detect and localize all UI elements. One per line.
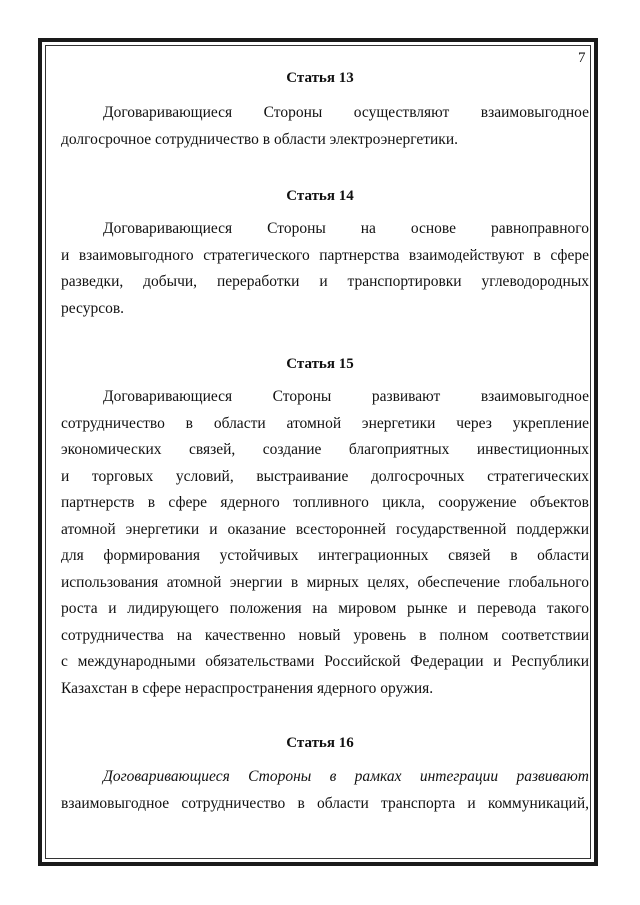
text-line: использования атомной энергии в мирных целях, обеспечение глобального	[61, 573, 589, 591]
text-line: сотрудничества на качественно новый уровень в полном соответствии	[61, 626, 589, 644]
text-line: Договаривающиеся Стороны на основе равноправного	[103, 220, 589, 237]
text-line: Договаривающиеся Стороны в рамках интеграции развивают	[103, 768, 589, 785]
text-line: и торговых условий, выстраивание долгосрочных стратегических	[61, 467, 589, 485]
text-line: долгосрочное сотрудничество в области электроэнергетики.	[61, 130, 458, 148]
article-16-text	[61, 764, 589, 817]
text-line: Договаривающиеся Стороны развивают взаимовыгодное	[103, 388, 589, 405]
text-line: взаимовыгодное сотрудничество в области транспорта и коммуникаций,	[61, 794, 589, 812]
text-line: атомной энергетики и оказание всесторонней государственной поддержки	[61, 520, 589, 538]
text-line: роста и лидирующего положения на мировом рынке и перевода такого	[61, 600, 589, 617]
article-15-text	[61, 384, 589, 702]
text-line: сотрудничество в области атомной энергетики через укрепление	[61, 414, 589, 432]
text-line: разведки, добычи, переработки и транспортировки углеводородных	[61, 273, 589, 290]
article-14-title: Статья 14	[286, 188, 354, 204]
text-line: ресурсов.	[61, 299, 125, 317]
article-13-title: Статья 13	[286, 70, 354, 86]
text-line: экономических связей, создание благоприятных инвестиционных	[61, 441, 589, 458]
text-line: Казахстан в сфере нераспространения ядерного оружия.	[61, 679, 434, 697]
text-line: с международными обязательствами Российской Федерации и Республики	[61, 653, 589, 670]
text-line: для формирования устойчивых интеграционных связей в области	[61, 547, 589, 564]
text-line: Договаривающиеся Стороны осуществляют взаимовыгодное	[103, 104, 589, 121]
article-16-title: Статья 16	[286, 735, 354, 751]
article-13-text	[61, 100, 589, 153]
text-line: и взаимовыгодного стратегического партнерства взаимодействуют в сфере	[61, 246, 589, 264]
article-14-text	[61, 216, 589, 322]
page-number: 7	[578, 50, 586, 66]
text-line: партнерств в сфере ядерного топливного цикла, сооружение объектов	[61, 494, 589, 511]
article-15-title: Статья 15	[286, 356, 354, 372]
